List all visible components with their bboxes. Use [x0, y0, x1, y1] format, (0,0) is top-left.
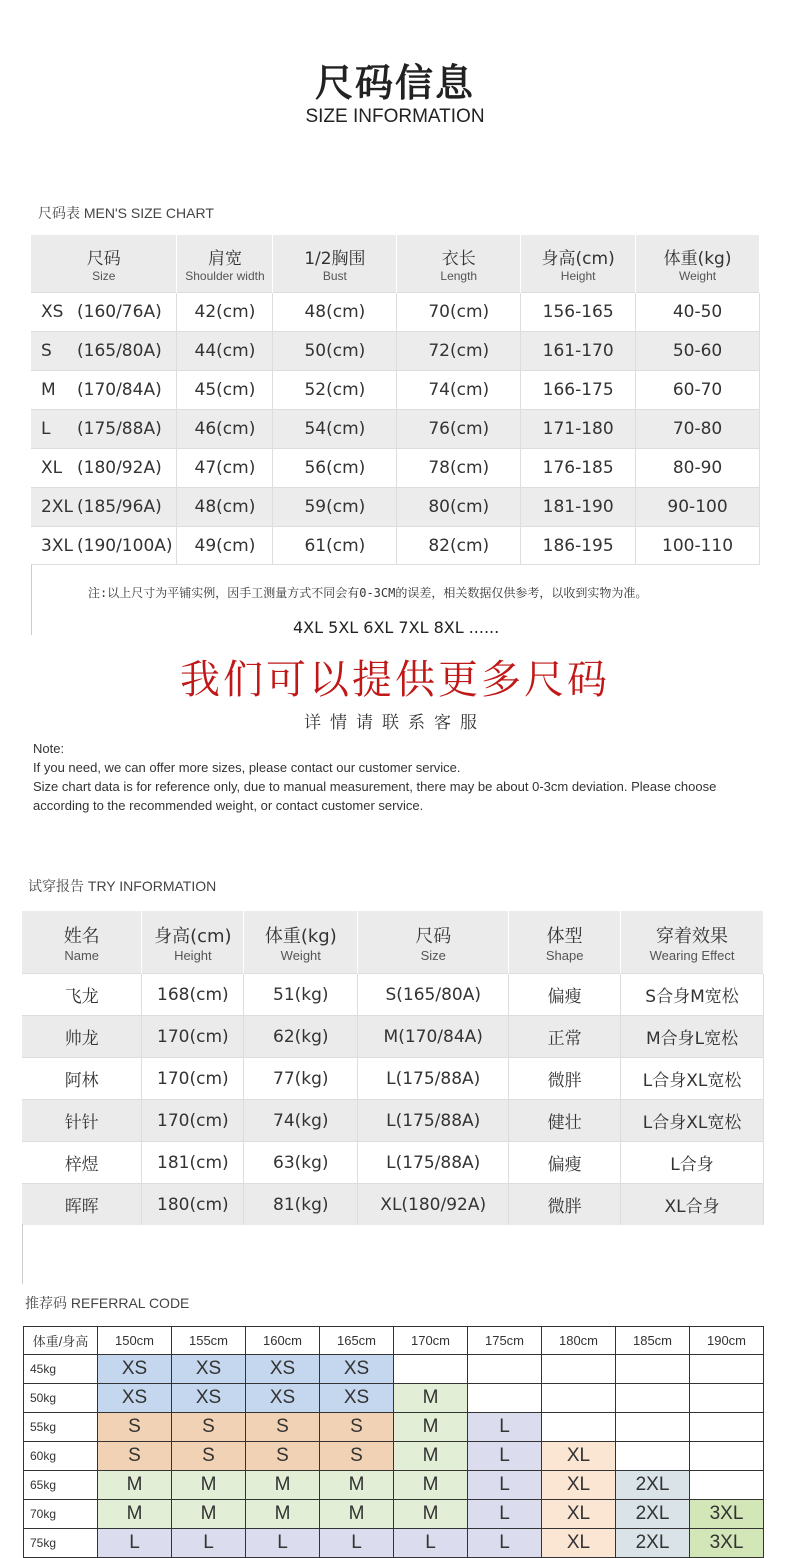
- contact-service-text: 详情请联系客服: [304, 713, 486, 733]
- header-cn: 身高(cm): [541, 249, 615, 269]
- height-cell: 156-165: [521, 293, 636, 332]
- table-row: [22, 1184, 764, 1226]
- size-recommendation-cell: M: [320, 1500, 394, 1529]
- size-recommendation-cell: L: [468, 1500, 542, 1529]
- height-cell: 176-185: [521, 449, 636, 488]
- name-cell: 帅龙: [22, 1016, 142, 1058]
- divider: [31, 564, 760, 565]
- size-spec: (165/80A): [77, 341, 162, 361]
- size-recommendation-cell: XS: [172, 1355, 246, 1384]
- table-row: [31, 449, 760, 488]
- size-recommendation-cell: L: [98, 1529, 172, 1558]
- size-cell: L(175/88A): [358, 1058, 509, 1100]
- size-recommendation-cell: L: [246, 1529, 320, 1558]
- weight-cell: 90-100: [636, 488, 760, 527]
- header-cn: 尺码: [415, 925, 452, 947]
- size-recommendation-cell: 2XL: [616, 1471, 690, 1500]
- size-cell: [31, 488, 177, 527]
- shape-cell: 正常: [509, 1016, 621, 1058]
- referral-row: [24, 1384, 764, 1413]
- size-recommendation-cell: [394, 1355, 468, 1384]
- size-code: 2XL: [41, 497, 73, 517]
- size-recommendation-cell: [542, 1413, 616, 1442]
- referral-header: [24, 1327, 764, 1355]
- size-chart-body: [31, 293, 760, 566]
- bust-cell: 59(cm): [273, 488, 397, 527]
- height-header: 150cm: [98, 1327, 172, 1355]
- referral-row: [24, 1500, 764, 1529]
- header-en: Shape: [545, 947, 584, 963]
- size-recommendation-cell: M: [394, 1442, 468, 1471]
- divider: [31, 565, 32, 635]
- name-cell: 阿林: [22, 1058, 142, 1100]
- size-spec: (175/88A): [77, 419, 162, 439]
- weight-header: 50kg: [24, 1384, 98, 1413]
- size-recommendation-cell: L: [468, 1471, 542, 1500]
- size-recommendation-cell: XL: [542, 1500, 616, 1529]
- name-cell: 针针: [22, 1100, 142, 1142]
- size-recommendation-cell: [468, 1384, 542, 1413]
- size-cell: [31, 449, 177, 488]
- height-header: 175cm: [468, 1327, 542, 1355]
- size-recommendation-cell: [616, 1413, 690, 1442]
- size-spec: (170/84A): [77, 380, 162, 400]
- header-en: Wearing Effect: [649, 947, 735, 963]
- page-subtitle: SIZE INFORMATION: [305, 106, 485, 127]
- size-recommendation-cell: 2XL: [616, 1529, 690, 1558]
- header-en: Name: [64, 947, 100, 963]
- size-recommendation-cell: L: [394, 1529, 468, 1558]
- bust-cell: 50(cm): [273, 332, 397, 371]
- size-recommendation-cell: L: [320, 1529, 394, 1558]
- size-recommendation-cell: [468, 1355, 542, 1384]
- column-header: [31, 235, 177, 293]
- size-recommendation-cell: M: [394, 1471, 468, 1500]
- size-spec: (190/100A): [77, 536, 173, 556]
- size-recommendation-cell: [542, 1384, 616, 1413]
- weight-cell: 60-70: [636, 371, 760, 410]
- table-row: [31, 410, 760, 449]
- size-recommendation-cell: XS: [172, 1384, 246, 1413]
- note-line: If you need, we can offer more sizes, please contact our customer service.: [33, 760, 461, 775]
- size-code: 3XL: [41, 536, 73, 556]
- table-row: [22, 974, 764, 1016]
- length-cell: 78(cm): [397, 449, 521, 488]
- size-spec: (160/76A): [77, 302, 162, 322]
- size-recommendation-cell: S: [172, 1442, 246, 1471]
- table-row: [31, 371, 760, 410]
- size-recommendation-cell: S: [98, 1413, 172, 1442]
- size-recommendation-cell: XS: [320, 1355, 394, 1384]
- height-cell: 168(cm): [142, 974, 244, 1016]
- height-cell: 180(cm): [142, 1184, 244, 1226]
- size-spec: (180/92A): [77, 458, 162, 478]
- weight-cell: 50-60: [636, 332, 760, 371]
- header-cn: 穿着效果: [656, 925, 729, 947]
- size-recommendation-cell: [690, 1355, 764, 1384]
- shape-cell: 健壮: [509, 1100, 621, 1142]
- column-header: [22, 911, 142, 974]
- size-recommendation-cell: S: [172, 1413, 246, 1442]
- size-recommendation-cell: M: [98, 1471, 172, 1500]
- column-header: [142, 911, 244, 974]
- column-header: [177, 235, 273, 293]
- size-chart-header: [31, 235, 760, 293]
- more-sizes-headline: 我们可以提供更多尺码: [180, 657, 610, 703]
- column-header: [358, 911, 509, 974]
- referral-row: [24, 1529, 764, 1558]
- weight-cell: 74(kg): [244, 1100, 358, 1142]
- bust-cell: 56(cm): [273, 449, 397, 488]
- weight-cell: 40-50: [636, 293, 760, 332]
- size-cell: S(165/80A): [358, 974, 509, 1016]
- size-cell: [31, 332, 177, 371]
- length-cell: 76(cm): [397, 410, 521, 449]
- size-cell: XL(180/92A): [358, 1184, 509, 1226]
- size-cell: L(175/88A): [358, 1142, 509, 1184]
- size-recommendation-cell: S: [246, 1442, 320, 1471]
- more-sizes-list: 4XL 5XL 6XL 7XL 8XL ......: [293, 618, 500, 637]
- size-code: M: [41, 380, 56, 400]
- length-cell: 82(cm): [397, 527, 521, 566]
- size-recommendation-cell: XL: [542, 1529, 616, 1558]
- size-code: L: [41, 419, 51, 439]
- weight-cell: 70-80: [636, 410, 760, 449]
- size-cell: [31, 410, 177, 449]
- length-cell: 74(cm): [397, 371, 521, 410]
- shoulder-cell: 49(cm): [177, 527, 273, 566]
- length-cell: 70(cm): [397, 293, 521, 332]
- size-recommendation-cell: L: [172, 1529, 246, 1558]
- name-cell: 梓煜: [22, 1142, 142, 1184]
- size-recommendation-cell: S: [246, 1413, 320, 1442]
- effect-cell: XL合身: [621, 1184, 764, 1226]
- size-cell: L(175/88A): [358, 1100, 509, 1142]
- note-title: Note:: [33, 741, 65, 756]
- size-chart-label: 尺码表 MEN'S SIZE CHART: [38, 205, 214, 221]
- table-row: [22, 1058, 764, 1100]
- size-recommendation-cell: [690, 1442, 764, 1471]
- weight-header: 75kg: [24, 1529, 98, 1558]
- page-title: 尺码信息: [314, 61, 475, 105]
- header-en: Size: [92, 269, 116, 283]
- weight-cell: 80-90: [636, 449, 760, 488]
- shape-cell: 微胖: [509, 1184, 621, 1226]
- height-cell: 161-170: [521, 332, 636, 371]
- shape-cell: 偏瘦: [509, 974, 621, 1016]
- height-cell: 166-175: [521, 371, 636, 410]
- header-en: Weight: [280, 947, 321, 963]
- referral-row: [24, 1355, 764, 1384]
- size-chart-table: [31, 235, 760, 565]
- size-code: XS: [41, 302, 64, 322]
- weight-cell: 100-110: [636, 527, 760, 566]
- weight-header: 60kg: [24, 1442, 98, 1471]
- size-recommendation-cell: [690, 1471, 764, 1500]
- header-en: Weight: [678, 269, 717, 283]
- size-recommendation-cell: [616, 1384, 690, 1413]
- size-recommendation-cell: XS: [320, 1384, 394, 1413]
- referral-label: 推荐码 REFERRAL CODE: [25, 1295, 190, 1311]
- header-cn: 体型: [546, 925, 583, 947]
- size-recommendation-cell: S: [320, 1442, 394, 1471]
- weight-cell: 77(kg): [244, 1058, 358, 1100]
- height-cell: 170(cm): [142, 1016, 244, 1058]
- height-header: 180cm: [542, 1327, 616, 1355]
- shoulder-cell: 48(cm): [177, 488, 273, 527]
- size-recommendation-cell: [690, 1384, 764, 1413]
- header-cn: 尺码: [86, 249, 121, 269]
- shape-cell: 偏瘦: [509, 1142, 621, 1184]
- size-recommendation-cell: 2XL: [616, 1500, 690, 1529]
- try-info-label: 试穿报告 TRY INFORMATION: [28, 878, 217, 894]
- height-header: 160cm: [246, 1327, 320, 1355]
- weight-header: 65kg: [24, 1471, 98, 1500]
- size-cell: [31, 371, 177, 410]
- size-recommendation-cell: S: [320, 1413, 394, 1442]
- table-row: [31, 488, 760, 527]
- size-recommendation-cell: XS: [246, 1355, 320, 1384]
- header-cn: 1/2胸围: [304, 249, 366, 269]
- height-cell: 181(cm): [142, 1142, 244, 1184]
- name-cell: 晖晖: [22, 1184, 142, 1226]
- size-recommendation-cell: M: [394, 1500, 468, 1529]
- bust-cell: 52(cm): [273, 371, 397, 410]
- header-en: Height: [174, 947, 212, 963]
- height-header: 185cm: [616, 1327, 690, 1355]
- size-recommendation-cell: XS: [98, 1384, 172, 1413]
- effect-cell: S合身M宽松: [621, 974, 764, 1016]
- size-code: XL: [41, 458, 63, 478]
- column-header: [244, 911, 358, 974]
- table-row: [22, 1016, 764, 1058]
- size-recommendation-cell: L: [468, 1413, 542, 1442]
- length-cell: 72(cm): [397, 332, 521, 371]
- name-cell: 飞龙: [22, 974, 142, 1016]
- size-recommendation-cell: M: [394, 1413, 468, 1442]
- size-recommendation-cell: L: [468, 1442, 542, 1471]
- size-cell: M(170/84A): [358, 1016, 509, 1058]
- size-cell: [31, 293, 177, 332]
- size-cell: [31, 527, 177, 566]
- shoulder-cell: 44(cm): [177, 332, 273, 371]
- referral-row: [24, 1413, 764, 1442]
- size-recommendation-cell: 3XL: [690, 1529, 764, 1558]
- effect-cell: L合身XL宽松: [621, 1100, 764, 1142]
- column-header: [521, 235, 636, 293]
- referral-body: [24, 1355, 764, 1558]
- bust-cell: 48(cm): [273, 293, 397, 332]
- size-recommendation-cell: XS: [246, 1384, 320, 1413]
- weight-header: 55kg: [24, 1413, 98, 1442]
- size-recommendation-cell: M: [394, 1384, 468, 1413]
- column-header: [273, 235, 397, 293]
- bust-cell: 61(cm): [273, 527, 397, 566]
- size-recommendation-cell: XL: [542, 1471, 616, 1500]
- effect-cell: M合身L宽松: [621, 1016, 764, 1058]
- header-cn: 体重(kg): [663, 249, 732, 269]
- size-recommendation-cell: S: [98, 1442, 172, 1471]
- try-info-header: [22, 911, 764, 974]
- height-header: 170cm: [394, 1327, 468, 1355]
- table-row: [22, 1100, 764, 1142]
- effect-cell: L合身XL宽松: [621, 1058, 764, 1100]
- bust-cell: 54(cm): [273, 410, 397, 449]
- size-recommendation-cell: [616, 1442, 690, 1471]
- size-recommendation-cell: 3XL: [690, 1500, 764, 1529]
- column-header: [397, 235, 521, 293]
- height-cell: 170(cm): [142, 1058, 244, 1100]
- size-recommendation-cell: XL: [542, 1442, 616, 1471]
- table-row: [31, 332, 760, 371]
- size-recommendation-cell: L: [468, 1529, 542, 1558]
- height-header: 165cm: [320, 1327, 394, 1355]
- length-cell: 80(cm): [397, 488, 521, 527]
- size-recommendation-cell: [616, 1355, 690, 1384]
- size-recommendation-cell: M: [320, 1471, 394, 1500]
- note-line: Size chart data is for reference only, due to manual measurement, there may be about 0-3cm deviation. Please choose according to the recommended weight, or contact customer service.: [33, 779, 717, 813]
- column-header: [636, 235, 760, 293]
- weight-cell: 63(kg): [244, 1142, 358, 1184]
- weight-cell: 51(kg): [244, 974, 358, 1016]
- english-note: [33, 739, 758, 815]
- effect-cell: L合身: [621, 1142, 764, 1184]
- try-info-body: [22, 974, 764, 1226]
- column-header: [621, 911, 764, 974]
- height-cell: 181-190: [521, 488, 636, 527]
- header-en: Length: [440, 269, 478, 283]
- table-row: [31, 527, 760, 566]
- height-cell: 186-195: [521, 527, 636, 566]
- size-recommendation-cell: M: [172, 1471, 246, 1500]
- header-cn: 姓名: [63, 925, 100, 947]
- shoulder-cell: 46(cm): [177, 410, 273, 449]
- size-recommendation-cell: M: [246, 1500, 320, 1529]
- header-cn: 衣长: [441, 249, 476, 269]
- header-cn: 身高(cm): [154, 925, 232, 947]
- header-cn: 肩宽: [207, 249, 242, 269]
- header-cn: 体重(kg): [264, 925, 337, 947]
- height-header: 155cm: [172, 1327, 246, 1355]
- size-chart-note: 注:以上尺寸为平铺实例，因手工测量方式不同会有0-3CM的误差，相关数据仅供参考，以收到实物为准。: [88, 586, 648, 600]
- referral-row: [24, 1442, 764, 1471]
- weight-cell: 62(kg): [244, 1016, 358, 1058]
- size-recommendation-cell: M: [172, 1500, 246, 1529]
- size-recommendation-cell: M: [246, 1471, 320, 1500]
- corner-header: 体重/身高: [24, 1327, 98, 1355]
- header-en: Size: [420, 947, 446, 963]
- header-en: Height: [560, 269, 596, 283]
- try-info-table: [22, 911, 764, 1225]
- height-header: 190cm: [690, 1327, 764, 1355]
- size-recommendation-cell: XS: [98, 1355, 172, 1384]
- size-spec: (185/96A): [77, 497, 162, 517]
- table-row: [31, 293, 760, 332]
- referral-row: [24, 1471, 764, 1500]
- weight-header: 45kg: [24, 1355, 98, 1384]
- shoulder-cell: 47(cm): [177, 449, 273, 488]
- height-cell: 171-180: [521, 410, 636, 449]
- size-recommendation-cell: [690, 1413, 764, 1442]
- shoulder-cell: 45(cm): [177, 371, 273, 410]
- shape-cell: 微胖: [509, 1058, 621, 1100]
- size-code: S: [41, 341, 52, 361]
- referral-table: [23, 1326, 764, 1558]
- column-header: [509, 911, 621, 974]
- size-recommendation-cell: M: [98, 1500, 172, 1529]
- table-row: [22, 1142, 764, 1184]
- header-en: Shoulder width: [185, 269, 265, 283]
- size-recommendation-cell: [542, 1355, 616, 1384]
- weight-header: 70kg: [24, 1500, 98, 1529]
- divider: [22, 1224, 23, 1284]
- height-cell: 170(cm): [142, 1100, 244, 1142]
- weight-cell: 81(kg): [244, 1184, 358, 1226]
- header-en: Bust: [322, 269, 347, 283]
- shoulder-cell: 42(cm): [177, 293, 273, 332]
